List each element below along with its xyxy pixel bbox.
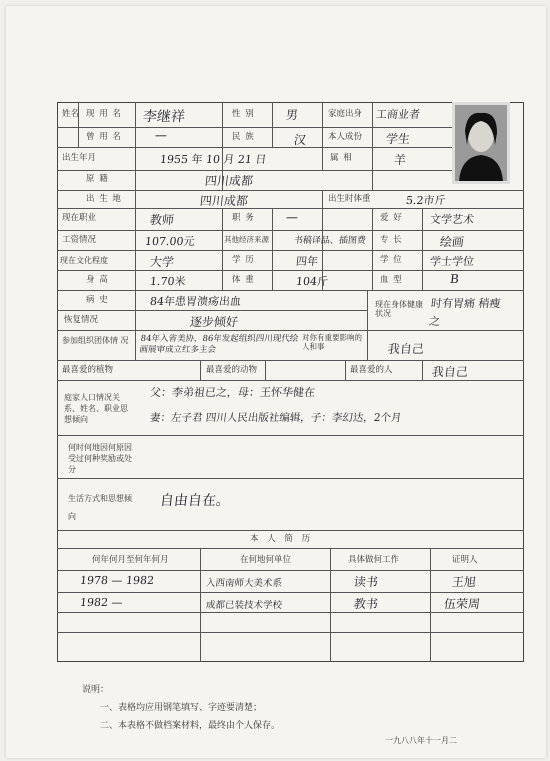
lifestyle-label: 生活方式和思想倾向 [68,494,132,521]
resume-row-place: 入西南师大美术系 [205,578,283,589]
awards-label: 何时何地因何原因受过何种奖励或处分 [68,443,132,475]
birth-weight-value: 5.2市斤 [405,194,447,207]
family-label: 庭家人口情况关系、姓名、职业思想倾向 [64,393,128,425]
row-divider [57,270,524,271]
resume-header-witness: 证明人 [452,555,478,565]
org-value: 84年入省美协，86年发起组织四川现代绘画展审成立红多主会 [138,334,299,356]
row-divider [57,250,524,251]
other-income-label: 其他经济来源 [224,235,269,244]
family-line2: 妻：左子君 四川人民出版社编辑，子：李幻达，2个月 [149,412,403,424]
schooling-label: 学 历 [232,255,255,265]
birthplace-value: 四川成都 [199,194,249,208]
row-divider [57,592,524,593]
col-divider [372,208,373,290]
current-name-label: 现 用 名 [86,109,122,119]
illness-label: 病 史 [86,295,109,305]
position-value: — [285,210,299,224]
resume-title: 本 人 简 历 [250,534,314,544]
animal-label: 最喜爱的动物 [206,365,258,375]
plant-label: 最喜爱的植物 [62,365,114,375]
personal-status-value: 学生 [385,132,411,146]
col-divider [422,360,423,380]
col-divider [200,548,201,662]
birth-date-value: 1955 年 10 月 21 日 [159,153,268,166]
resume-header-place: 在何地何单位 [240,555,292,565]
resume-row-work: 教书 [353,597,379,611]
degree-value: 学士学位 [429,255,475,268]
resume-row-witness: 王旭 [451,575,477,589]
birth-weight-label: 出生时体重 [328,194,371,204]
col-divider [272,102,273,147]
height-value: 1.70米 [149,275,187,288]
col-divider [272,208,273,290]
occupation-value: 教师 [149,213,175,227]
portrait-photo [452,102,510,184]
zodiac-label: 属 相 [330,153,353,163]
notes-line2: 二、本表格不做档案材料，最终由个人保存。 [100,721,281,731]
row-divider [57,478,524,479]
birthplace-label: 出 生 地 [86,194,122,204]
resume-row-witness: 伍荣周 [443,597,481,611]
row-divider [57,190,524,191]
blood-label: 血 型 [380,275,403,285]
former-name-value: — [154,128,168,142]
degree-label: 学 位 [380,255,403,265]
hobby-value: 文学艺术 [429,213,475,226]
row-divider [57,147,452,148]
col-divider [265,360,266,380]
resume-header-period: 何年何月至何年何月 [92,555,169,565]
ethnicity-value: 汉 [293,133,307,147]
resume-row-work: 读书 [353,575,379,589]
height-label: 身 高 [86,275,109,285]
family-origin-value: 工商业者 [375,108,421,121]
ethnicity-label: 民 族 [232,132,255,142]
row-divider [57,632,524,633]
illness-value: 84年患胃溃疡出血 [149,295,242,308]
schooling-value: 四年 [295,255,319,268]
health-label: 现在身体健康状况 [375,300,423,319]
col-divider [330,548,331,662]
education-label: 现在文化程度 [60,256,108,265]
gender-value: 男 [285,108,299,122]
resume-row-period: 1978 — 1982 [79,574,155,587]
col-divider [135,102,136,360]
row-divider [57,612,524,613]
row-divider [57,435,524,436]
resume-header-work: 具体做何工作 [348,555,400,565]
col-divider [200,360,201,380]
recovery-label: 恢复情况 [64,315,99,325]
recovery-value: 逐步倾好 [189,315,239,329]
col-divider [422,208,423,290]
col-divider [372,102,373,190]
family-origin-label: 家庭出身 [328,109,363,119]
gender-label: 性 别 [232,109,255,119]
specialty-label: 专 长 [380,235,403,245]
resume-row-place: 成都已装技术学校 [205,600,283,611]
org-label: 参加组织团体情 况 [62,336,129,345]
personal-status-label: 本人成份 [328,132,363,142]
health-value: 时有胃痛 稍瘦之 [428,297,502,328]
influence-label: 对你有重要影响的人和事 [302,333,362,351]
row-divider [57,208,524,209]
row-divider [57,230,524,231]
blood-value: B [449,272,460,286]
native-place-label: 原 籍 [86,174,109,184]
salary-value: 107.00元 [144,235,196,248]
salary-label: 工资情况 [62,235,97,245]
row-divider [57,570,524,571]
family-line1: 父：李弟祖已之，母：王怀华健在 [149,386,316,399]
notes-date: 一九八八年十一月二 [385,736,457,745]
education-value: 大学 [149,255,175,269]
influence-value: 我自己 [387,342,425,356]
person-label: 最喜爱的人 [350,365,393,375]
hobby-label: 爱 好 [380,213,403,223]
other-income-value: 书稿译品、插图费 [293,236,367,246]
native-place-value: 四川成都 [204,174,254,188]
row-divider [57,360,524,361]
specialty-value: 绘画 [439,235,465,249]
weight-label: 体 重 [232,275,255,285]
row-divider [57,170,452,171]
col-divider [430,548,431,662]
current-name-value: 李继祥 [142,109,186,125]
row-divider [57,127,452,128]
former-name-label: 曾 用 名 [86,132,122,142]
name-side-label: 姓名 [62,109,80,119]
birth-date-label: 出生年月 [62,153,97,163]
row-divider [57,548,524,549]
row-divider [57,290,524,291]
row-divider [57,530,524,531]
position-label: 职 务 [232,213,255,223]
row-divider [57,310,367,311]
resume-row-period: 1982 — [79,596,124,609]
row-divider [57,380,524,381]
zodiac-value: 羊 [393,153,407,167]
col-divider [222,208,223,290]
weight-value: 104斤 [295,275,329,288]
col-divider [322,102,323,170]
lifestyle-value: 自由自在。 [159,493,231,509]
person-value: 我自己 [431,365,469,379]
col-divider [322,190,323,208]
occupation-label: 现在职业 [62,213,97,223]
notes-line1: 一、表格均应用钢笔填写、字迹要清楚； [100,703,263,713]
notes-heading: 说明： [82,685,110,695]
col-divider [345,360,346,380]
